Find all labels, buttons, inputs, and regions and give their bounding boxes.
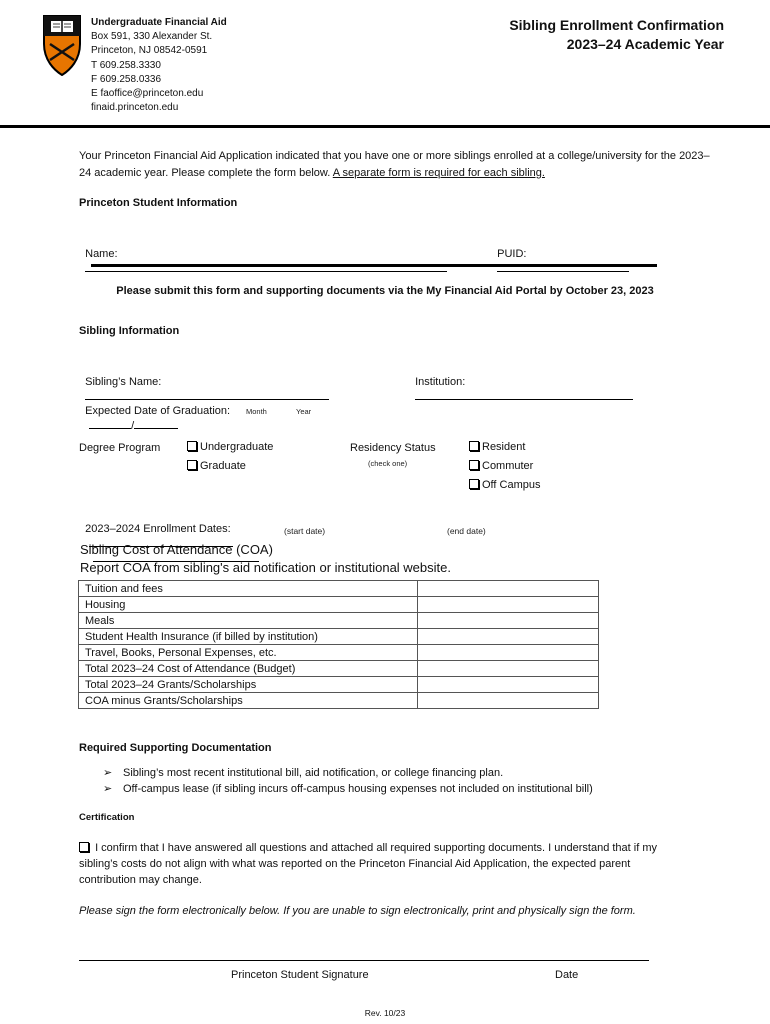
email-line: E faoffice@princeton.edu [91, 88, 204, 100]
signature-line[interactable] [79, 960, 649, 961]
arrow-bullet-icon: ➢ [103, 767, 113, 779]
submission-notice: Please submit this form and supporting documents via the My Financial Aid Portal by October 23, 2023 [116, 285, 654, 297]
office-address-block [91, 16, 227, 115]
graduation-month-field[interactable] [89, 417, 131, 429]
table-row [79, 597, 599, 613]
enrollment-dates-label: 2023–2024 Enrollment Dates: [85, 523, 231, 535]
residency-option-commuter[interactable]: Commuter [469, 457, 541, 476]
sibling-name-label: Sibling’s Name: [85, 376, 162, 388]
residency-status-label: Residency Status [350, 442, 436, 454]
puid-row [491, 236, 629, 275]
coa-amount-cell[interactable] [418, 677, 599, 693]
institution-label: Institution: [415, 376, 466, 388]
table-row [79, 645, 599, 661]
institution-field[interactable] [415, 388, 633, 400]
graduation-year-field[interactable] [134, 417, 178, 429]
form-title-line2: 2023–24 Academic Year [566, 36, 724, 52]
coa-item-label: Housing [79, 597, 418, 613]
residency-option-resident[interactable]: Resident [469, 438, 541, 457]
institution-row [409, 364, 633, 403]
list-item: ➢ Off-campus lease (if sibling incurs off-campus housing expenses not included on institutional bill) [103, 783, 593, 795]
coa-amount-cell[interactable] [418, 613, 599, 629]
checkbox-icon[interactable] [469, 441, 479, 451]
residency-option-off-campus[interactable]: Off Campus [469, 476, 541, 495]
address-line: Box 591, 330 Alexander St. [91, 31, 213, 43]
website-line: finaid.princeton.edu [91, 102, 179, 114]
intro-underlined: A separate form is required for each sibling. [332, 167, 545, 179]
student-info-heading: Princeton Student Information [79, 197, 238, 209]
table-row [79, 581, 599, 597]
degree-option-graduate[interactable]: Graduate [187, 457, 273, 476]
residency-options [469, 438, 541, 495]
checkbox-icon[interactable] [187, 441, 197, 451]
checkbox-icon[interactable] [469, 460, 479, 470]
graduation-row: Expected Date of Graduation: / [85, 405, 231, 432]
coa-amount-cell[interactable] [418, 581, 599, 597]
coa-amount-cell[interactable] [418, 645, 599, 661]
coa-header [80, 541, 451, 577]
coa-item-label: Meals [79, 613, 418, 629]
coa-table [78, 580, 599, 709]
form-title [509, 16, 724, 54]
month-caption: Month [246, 407, 267, 416]
puid-label: PUID: [497, 248, 527, 260]
table-row [79, 693, 599, 709]
degree-program-label: Degree Program [79, 442, 161, 454]
coa-amount-cell[interactable] [418, 661, 599, 677]
degree-options [187, 438, 273, 476]
checkbox-icon[interactable] [187, 460, 197, 470]
form-title-line1: Sibling Enrollment Confirmation [509, 17, 724, 33]
intro-text: Your Princeton Financial Aid Application indicated that you have one or more siblings enrolled at a college/university for the 2023–24 academic year. Please complete the form below. [79, 150, 710, 179]
end-date-caption: (end date) [447, 526, 486, 536]
coa-amount-cell[interactable] [418, 597, 599, 613]
docs-heading: Required Supporting Documentation [79, 742, 272, 754]
address-line: Princeton, NJ 08542-0591 [91, 45, 208, 57]
year-caption: Year [296, 407, 312, 416]
degree-option-undergraduate[interactable]: Undergraduate [187, 438, 273, 457]
sibling-info-heading: Sibling Information [79, 325, 180, 337]
table-row [79, 629, 599, 645]
coa-heading: Sibling Cost of Attendance (COA) [80, 542, 273, 557]
residency-hint: (check one) [368, 459, 408, 468]
coa-amount-cell[interactable] [418, 629, 599, 645]
certification-statement [79, 840, 679, 888]
office-name: Undergraduate Financial Aid [91, 17, 227, 28]
coa-subheading: Report COA from sibling's aid notification or institutional website. [80, 560, 451, 575]
coa-item-label: Student Health Insurance (if billed by institution) [79, 629, 418, 645]
coa-item-label: COA minus Grants/Scholarships [79, 693, 418, 709]
princeton-shield-icon [42, 14, 82, 76]
arrow-bullet-icon: ➢ [103, 783, 113, 795]
coa-amount-cell[interactable] [418, 693, 599, 709]
student-name-label: Name: [85, 248, 118, 260]
table-row [79, 613, 599, 629]
list-item: ➢ Sibling’s most recent institutional bill, aid notification, or college financing plan. [103, 767, 504, 779]
checkbox-icon[interactable] [469, 479, 479, 489]
revision-note: Rev. 10/23 [364, 1008, 406, 1018]
table-row [79, 661, 599, 677]
signature-label: Princeton Student Signature [231, 969, 369, 981]
docs-list [103, 765, 593, 797]
date-label: Date [555, 969, 579, 981]
start-date-caption: (start date) [284, 526, 326, 536]
section-divider [91, 264, 657, 267]
certification-text: I confirm that I have answered all questions and attached all required supporting documents. I understand that if my sibling’s costs do not align with what was reported on the Princeton Financial Aid Application, the expected parent contribution may change. [79, 842, 657, 886]
header-divider [0, 125, 770, 128]
signature-instruction: Please sign the form electronically below. If you are unable to sign electronically, print and physically sign the form. [79, 905, 636, 917]
certification-checkbox[interactable] [79, 842, 89, 852]
coa-item-label: Total 2023–24 Grants/Scholarships [79, 677, 418, 693]
coa-item-label: Total 2023–24 Cost of Attendance (Budget) [79, 661, 418, 677]
intro-paragraph [79, 148, 719, 182]
fax-line: F 609.258.0336 [91, 73, 162, 85]
certification-heading: Certification [79, 812, 135, 823]
student-name-row [79, 236, 447, 275]
graduation-label: Expected Date of Graduation: [85, 405, 231, 417]
coa-item-label: Tuition and fees [79, 581, 418, 597]
coa-item-label: Travel, Books, Personal Expenses, etc. [79, 645, 418, 661]
table-row [79, 677, 599, 693]
phone-line: T 609.258.3330 [91, 59, 161, 71]
